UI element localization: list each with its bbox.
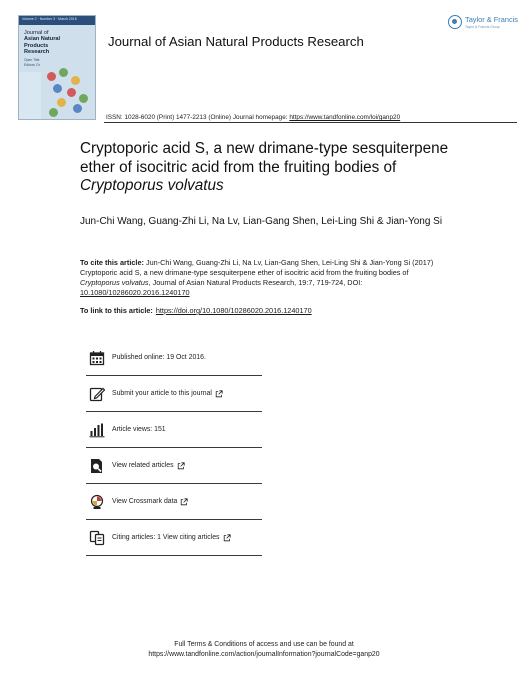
external-link-icon — [223, 534, 231, 542]
cover-line2: Editors: Dr — [24, 63, 41, 68]
publisher-logo[interactable] — [448, 13, 518, 33]
link-label: To link to this article: — [80, 306, 153, 315]
citation-text-1: Jun-Chi Wang, Guang-Zhi Li, Na Lv, Lian-Gang Shen, Lei-Ling Shi & Jian-Yong Si (2017) Cryptoporic acid S, a new drimane-type sesquiterpene ether of isocitric acid from the fruiting bodies of — [80, 258, 434, 277]
journal-homepage-link[interactable]: https://www.tandfonline.com/loi/ganp20 — [289, 114, 401, 121]
article-views-item — [86, 412, 262, 448]
crossmark-label: View Crossmark data — [112, 498, 178, 505]
submit-article-link[interactable] — [86, 376, 262, 412]
article-authors: Jun-Chi Wang, Guang-Zhi Li, Na Lv, Lian-Gang Shen, Lei-Ling Shi & Jian-Yong Si — [80, 216, 443, 227]
article-views-label: Article views: 151 — [112, 426, 166, 433]
citing-articles-label: Citing articles: 1 View citing articles — [112, 534, 220, 541]
page-footer — [0, 640, 528, 660]
article-title-species: Cryptoporus volvatus — [80, 177, 224, 194]
journal-cover-image[interactable] — [18, 15, 96, 120]
crossmark-icon — [89, 494, 105, 510]
cover-top-bar — [19, 16, 95, 25]
cover-side-strip — [19, 72, 41, 120]
issn-line — [106, 114, 400, 121]
citation-doi-link[interactable]: 10.1080/10286020.2016.1240170 — [80, 288, 190, 297]
footer-terms-link[interactable]: https://www.tandfonline.com/action/journalInformation?journalCode=ganp20 — [148, 651, 380, 658]
footer-terms-line: Full Terms & Conditions of access and use can be found at — [174, 641, 354, 648]
published-online-item — [86, 340, 262, 376]
cover-molecule-art — [43, 66, 96, 120]
search-doc-icon — [89, 458, 105, 474]
bar-chart-icon — [89, 422, 105, 438]
article-actions-list — [86, 340, 262, 556]
crossmark-link[interactable] — [86, 484, 262, 520]
article-doi-link[interactable]: https://doi.org/10.1080/10286020.2016.1240170 — [155, 306, 312, 315]
issn-text: ISSN: 1028-6020 (Print) 1477-2213 (Online) Journal homepage: — [106, 114, 290, 121]
citation-block — [80, 258, 450, 298]
cover-title-main: Asian Natural Products Research — [24, 36, 61, 55]
citation-label: To cite this article: — [80, 258, 144, 267]
edit-icon — [89, 386, 105, 402]
citation-text-2: , Journal of Asian Natural Products Research, 19:7, 719-724, DOI: — [148, 278, 363, 287]
cover-line1: Open Title — [24, 58, 40, 63]
publisher-sub: Taylor & Francis Group — [465, 25, 500, 29]
publisher-name: Taylor & Francis — [465, 15, 518, 24]
article-link-line — [80, 306, 312, 315]
publisher-logo-icon — [448, 15, 462, 29]
header-divider — [104, 122, 517, 123]
article-title — [80, 140, 460, 196]
citation-species: Cryptoporus volvatus — [80, 278, 149, 287]
published-online-label: Published online: 19 Oct 2016. — [112, 354, 206, 361]
submit-article-label: Submit your article to this journal — [112, 390, 212, 397]
related-articles-label: View related articles — [112, 462, 174, 469]
cover-issue-text: Volume 2 · Number 3 · March 2015 — [22, 17, 77, 21]
journal-name[interactable]: Journal of Asian Natural Products Research — [108, 34, 364, 49]
external-link-icon — [180, 498, 188, 506]
cover-title-pre: Journal of — [24, 30, 49, 36]
external-link-icon — [215, 390, 223, 398]
external-link-icon — [177, 462, 185, 470]
article-title-main: Cryptoporic acid S, a new drimane-type sesquiterpene ether of isocitric acid from the fruiting bodies of — [80, 140, 449, 176]
cover-title — [24, 30, 68, 68]
citing-articles-link[interactable] — [86, 520, 262, 556]
related-articles-link[interactable] — [86, 448, 262, 484]
citing-icon — [89, 530, 105, 546]
calendar-icon — [89, 350, 105, 366]
